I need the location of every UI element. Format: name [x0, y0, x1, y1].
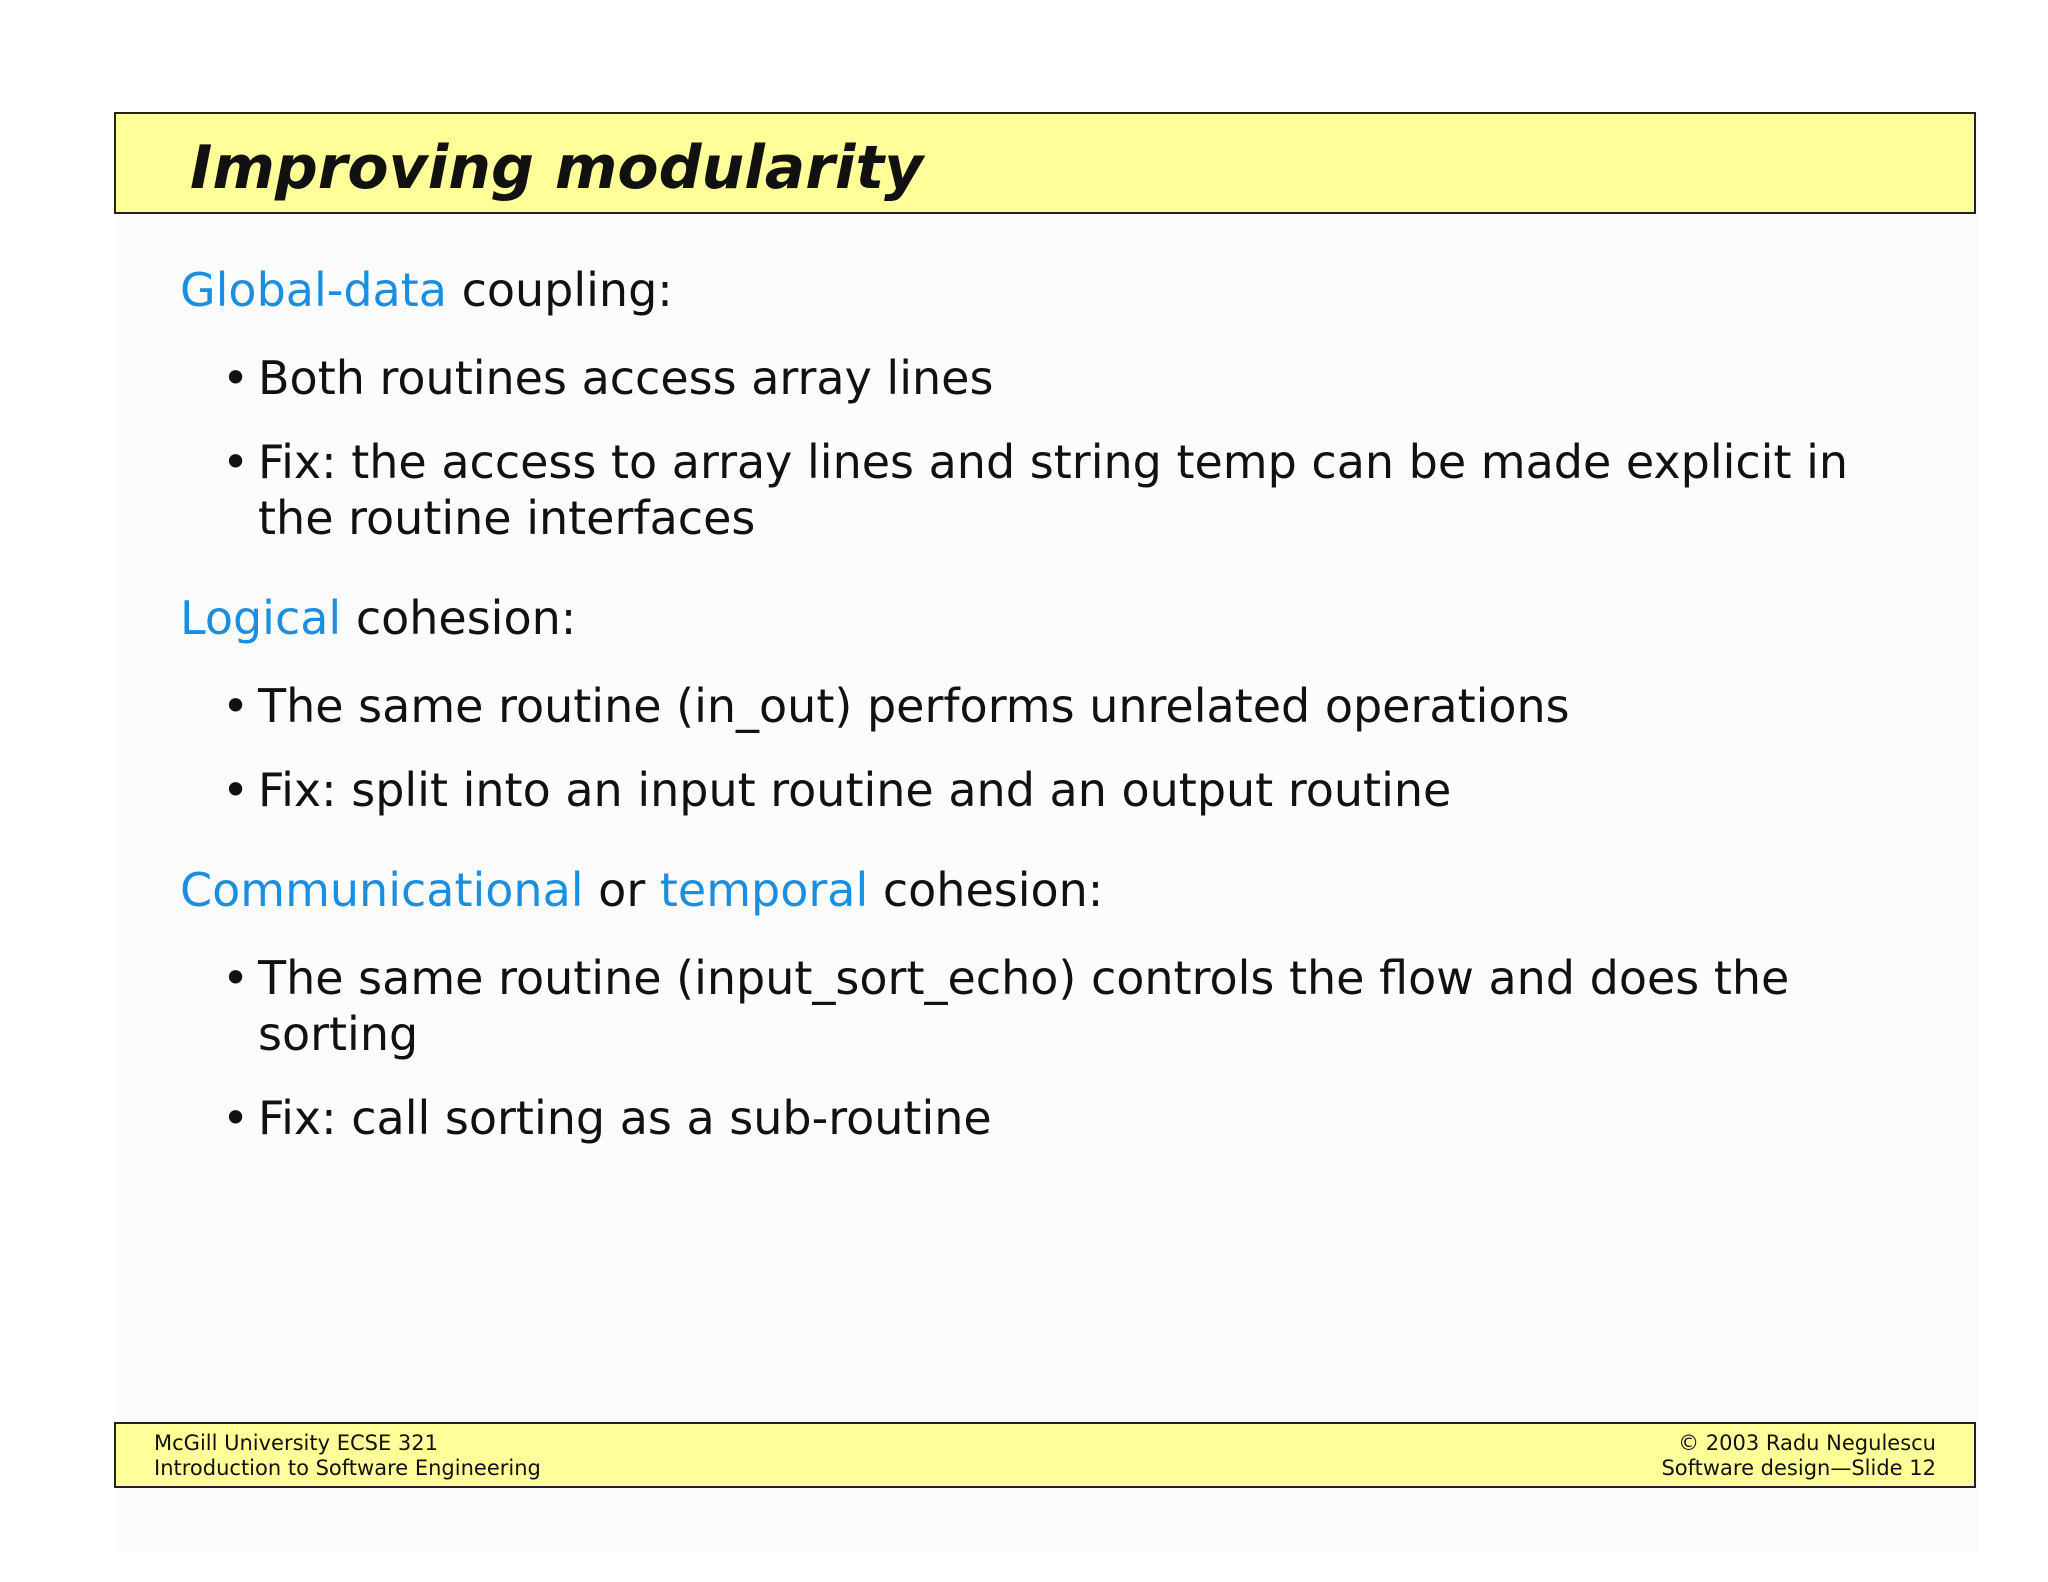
section-communicational-temporal-cohesion	[180, 858, 1920, 1146]
footer-right	[1661, 1431, 1936, 1481]
keyword: Global-data	[180, 263, 447, 317]
bullet-text: The same routine (input_sort_echo) controls the flow and does the sorting	[258, 951, 1790, 1061]
bullet-list	[180, 950, 1920, 1146]
heading-rest: coupling:	[446, 263, 673, 317]
bullet-item	[180, 678, 1920, 734]
section-logical-cohesion	[180, 586, 1920, 818]
bullet-icon: •	[222, 951, 250, 1005]
section-global-data-coupling	[180, 258, 1920, 546]
bullet-icon: •	[222, 679, 250, 733]
title-bar	[114, 112, 1976, 214]
bullet-icon: •	[222, 763, 250, 817]
slide-content	[180, 258, 1920, 1186]
heading-rest: cohesion:	[341, 591, 577, 645]
bullet-item	[180, 762, 1920, 818]
footer-university: McGill University ECSE 321	[154, 1431, 439, 1455]
bullet-item	[180, 434, 1920, 546]
bullet-item	[180, 950, 1920, 1062]
bullet-item	[180, 350, 1920, 406]
section-heading	[180, 586, 1920, 650]
footer-bar	[114, 1422, 1976, 1488]
footer-slide-number: Software design—Slide 12	[1661, 1456, 1936, 1480]
bullet-text: Both routines access array lines	[258, 351, 994, 405]
bullet-icon: •	[222, 435, 250, 489]
bullet-icon: •	[222, 1091, 250, 1145]
bullet-text: Fix: split into an input routine and an output routine	[258, 763, 1452, 817]
bullet-text: The same routine (in_out) performs unrelated operations	[258, 679, 1570, 733]
bullet-text: Fix: the access to array lines and string temp can be made explicit in the routine interfaces	[258, 435, 1849, 545]
section-heading	[180, 858, 1920, 922]
heading-connector: or	[583, 863, 660, 917]
keyword: temporal	[659, 863, 869, 917]
bullet-item	[180, 1090, 1920, 1146]
bullet-list	[180, 350, 1920, 546]
heading-rest: cohesion:	[868, 863, 1104, 917]
bullet-text: Fix: call sorting as a sub-routine	[258, 1091, 992, 1145]
footer-course: Introduction to Software Engineering	[154, 1456, 541, 1480]
footer-copyright: © 2003 Radu Negulescu	[1678, 1431, 1936, 1455]
slide-title: Improving modularity	[190, 133, 924, 203]
section-heading	[180, 258, 1920, 322]
bullet-icon: •	[222, 351, 250, 405]
bullet-list	[180, 678, 1920, 818]
keyword: Logical	[180, 591, 342, 645]
keyword: Communicational	[180, 863, 584, 917]
footer-left	[154, 1431, 541, 1481]
